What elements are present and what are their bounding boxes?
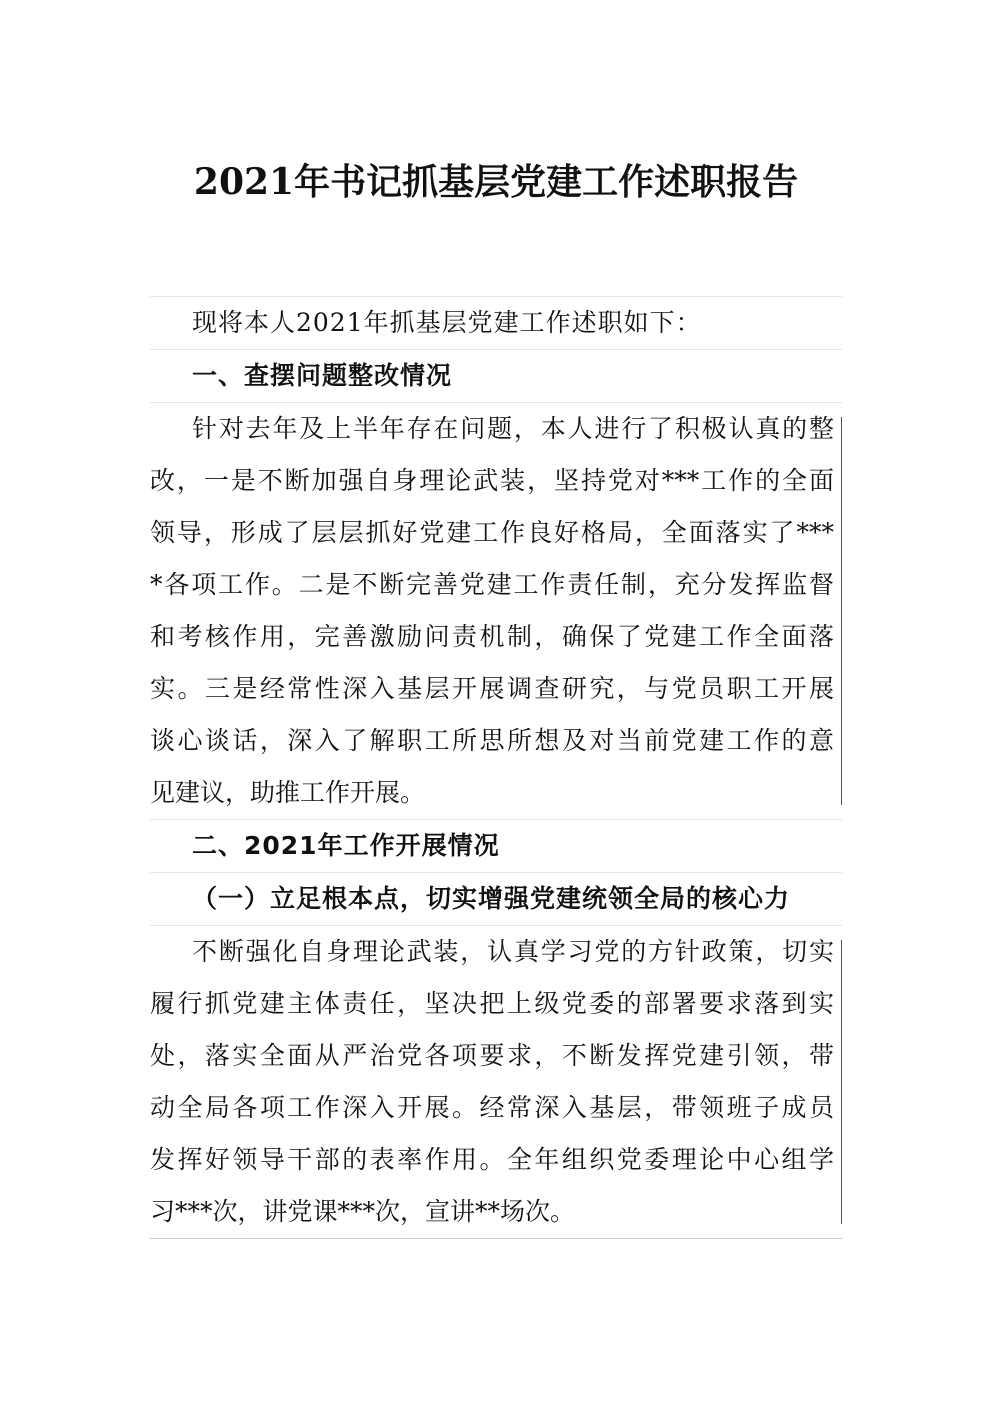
document-body	[150, 296, 842, 1239]
section-1-paragraph	[150, 403, 842, 819]
paragraph-line: 发挥好领导干部的表率作用。全年组织党委理论中心组学	[150, 1145, 834, 1174]
paragraph-line: 针对去年及上半年存在问题，本人进行了积极认真的整	[192, 414, 834, 443]
section-heading-2: 二、2021年工作开展情况	[192, 831, 500, 860]
intro-paragraph: 现将本人2021年抓基层党建工作述职如下：	[192, 308, 702, 337]
section-2-paragraph	[150, 926, 842, 1238]
subsection-heading: （一）立足根本点，切实增强党建统领全局的核心力	[192, 884, 791, 913]
document-title: 2021年书记抓基层党建工作述职报告	[193, 161, 799, 203]
paragraph-line: 处，落实全面从严治党各项要求，不断发挥党建引领，带	[150, 1041, 834, 1070]
paragraph-line: 履行抓党建主体责任，坚决把上级党委的部署要求落到实	[150, 989, 834, 1018]
paragraph-margin-bar	[841, 417, 842, 805]
paragraph-line: 和考核作用，完善激励问责机制，确保了党建工作全面落	[150, 622, 834, 651]
paragraph-line: 实。三是经常性深入基层开展调查研究，与党员职工开展	[150, 674, 834, 703]
paragraph-line: 见建议，助推工作开展。	[150, 778, 426, 807]
paragraph-line: 动全局各项工作深入开展。经常深入基层，带领班子成员	[150, 1093, 834, 1122]
paragraph-line: 谈心谈话，深入了解职工所思所想及对当前党建工作的意	[150, 726, 834, 755]
paragraph-line: 领导，形成了层层抓好党建工作良好格局，全面落实了***	[150, 518, 834, 547]
section-heading-1: 一、查摆问题整改情况	[192, 361, 453, 390]
paragraph-line: 改，一是不断加强自身理论武装，坚持党对***工作的全面	[150, 466, 834, 495]
paragraph-line: 不断强化自身理论武装，认真学习党的方针政策，切实	[192, 937, 834, 966]
paragraph-margin-bar	[841, 940, 842, 1224]
bottom-divider	[150, 1238, 842, 1239]
paragraph-line: 习***次，讲党课***次，宣讲**场次。	[150, 1197, 576, 1226]
paragraph-line: *各项工作。二是不断完善党建工作责任制，充分发挥监督	[150, 570, 834, 599]
